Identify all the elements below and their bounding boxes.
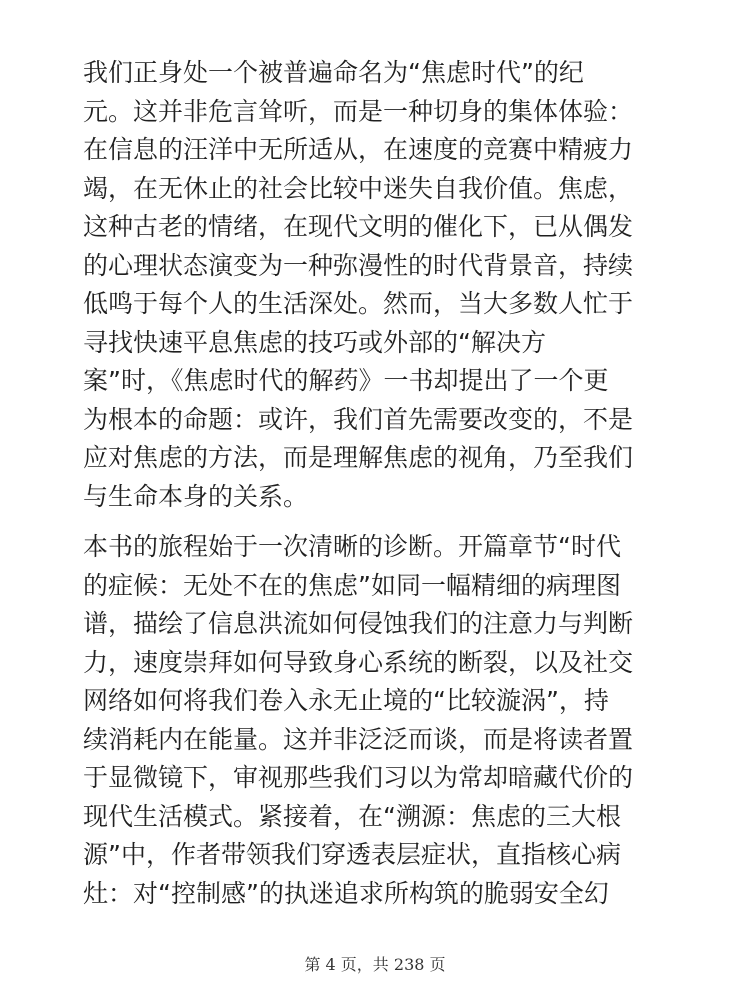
text-line: 元。这并非危言耸听，而是一种切身的集体体验： (83, 96, 634, 126)
text-line: 谱，描绘了信息洪流如何侵蚀我们的注意力与判断 (83, 609, 634, 638)
text-line: 低鸣于每个人的生活深处。然而，当大多数人忙于 (83, 289, 634, 318)
text-line: 本书的旅程始于一次清晰的诊断。开篇章节“时代 (83, 532, 621, 561)
text-line: 为根本的命题：或许，我们首先需要改变的，不是 (83, 404, 634, 434)
text-line: 续消耗内在能量。这并非泛泛而谈，而是将读者置 (83, 724, 634, 754)
text-line: 竭，在无休止的社会比较中迷失自我价值。焦虑， (83, 173, 634, 203)
text-line: 在信息的汪洋中无所适从，在速度的竞赛中精疲力 (83, 135, 634, 164)
text-line: 源”中，作者带领我们穿透表层症状，直指核心病 (83, 840, 621, 869)
text-line: 应对焦虑的方法，而是理解焦虑的视角，乃至我们 (83, 443, 634, 472)
text-line: 现代生活模式。紧接着，在“溯源：焦虑的三大根 (83, 801, 621, 831)
page-number: 第 4 页，共 238 页 (304, 955, 446, 974)
paragraph-1 (83, 54, 673, 516)
text-line: 寻找快速平息焦虑的技巧或外部的“解决方 (83, 327, 546, 357)
text-line: 网络如何将我们卷入永无止境的“比较漩涡”，持 (83, 686, 609, 715)
text-line: 与生命本身的关系。 (83, 481, 309, 511)
text-line: 案”时，《焦虑时代的解药》一书却提出了一个更 (83, 366, 609, 395)
paragraph-2 (83, 528, 673, 913)
text-line: 灶：对“控制感”的执迷追求所构筑的脆弱安全幻 (83, 878, 609, 908)
text-line: 的症候：无处不在的焦虑”如同一幅精细的病理图 (83, 570, 621, 600)
text-line: 这种古老的情绪，在现代文明的催化下，已从偶发 (83, 212, 634, 241)
text-line: 于显微镜下，审视那些我们习以为常却暗藏代价的 (83, 763, 634, 792)
text-line: 的心理状态演变为一种弥漫性的时代背景音，持续 (83, 250, 634, 280)
text-line: 力，速度崇拜如何导致身心系统的断裂，以及社交 (83, 647, 634, 677)
text-line: 我们正身处一个被普遍命名为“焦虑时代”的纪 (83, 58, 584, 87)
body-text (83, 54, 673, 913)
